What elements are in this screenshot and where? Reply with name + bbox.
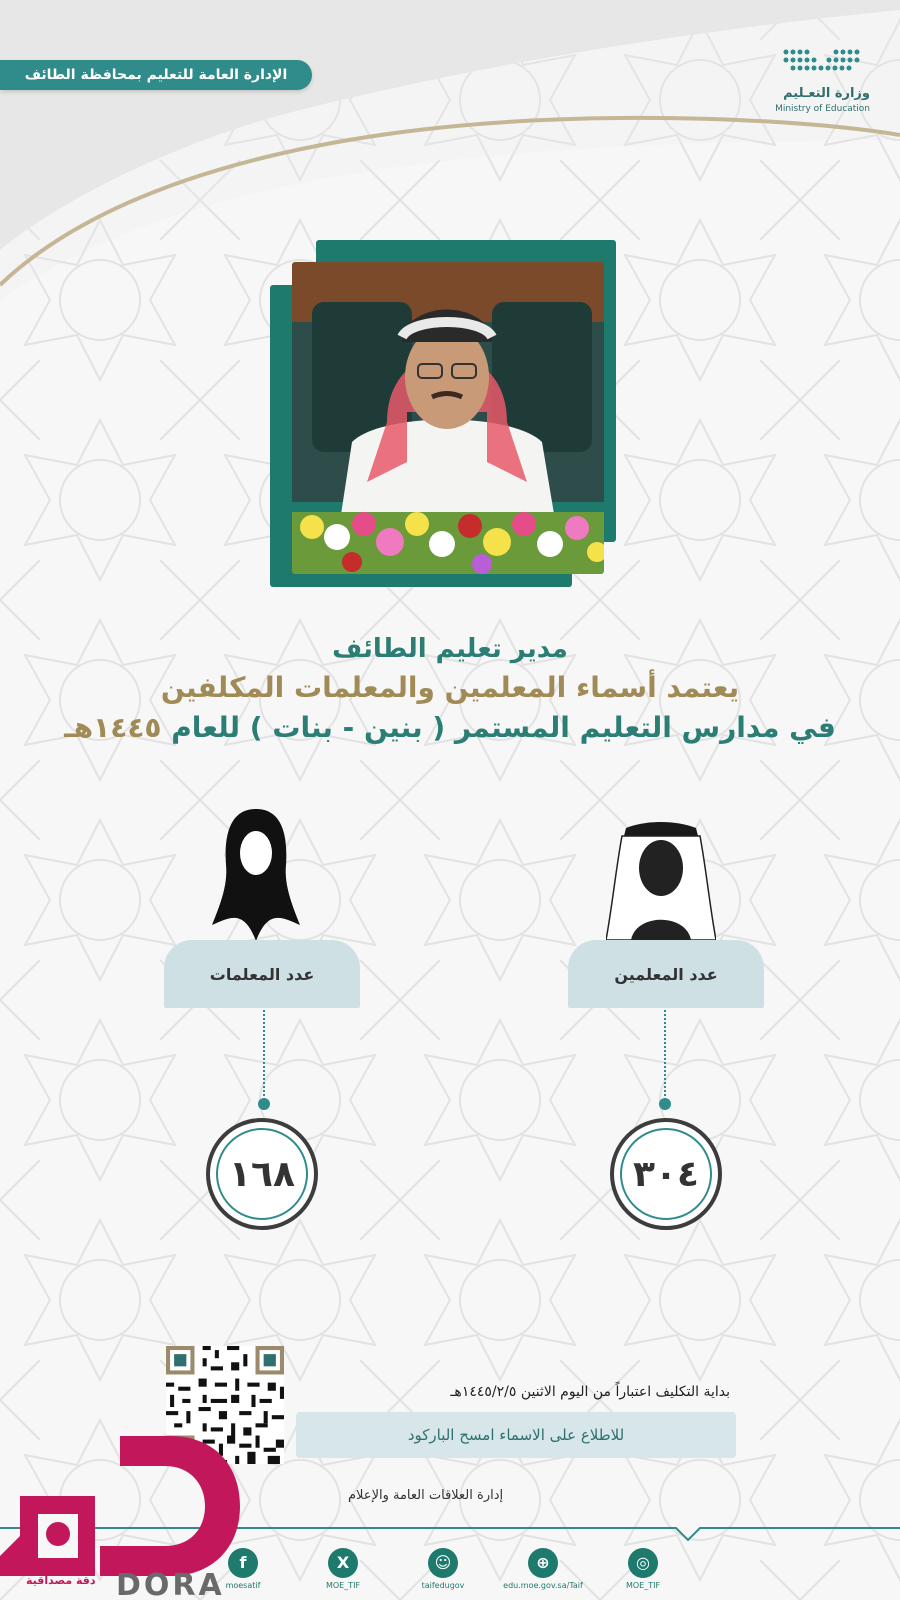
male-connector xyxy=(664,1010,666,1100)
social-label: moesatif xyxy=(225,1581,261,1590)
flowers xyxy=(292,512,604,574)
start-date-text: بداية التكليف اعتباراً من اليوم الاثنين ١٤٤٥/٢/٥هـ xyxy=(450,1384,730,1400)
facebook-icon: f xyxy=(228,1548,258,1578)
female-connector xyxy=(263,1010,265,1100)
headline-line3-text: في مدارس التعليم المستمر ( بنين - بنات ) للعام xyxy=(171,711,836,744)
social-snapchat[interactable] xyxy=(398,1548,488,1590)
moe-logo-icon xyxy=(776,46,866,80)
director-photo xyxy=(292,262,604,574)
male-teachers-label: عدد المعلمين xyxy=(568,940,764,1008)
ministry-name-en: Ministry of Education xyxy=(775,104,870,114)
male-connector-dot xyxy=(659,1098,671,1110)
globe-icon: ⊕ xyxy=(528,1548,558,1578)
scan-barcode-box: للاطلاع على الاسماء امسح الباركود xyxy=(296,1412,736,1458)
director-photo-image xyxy=(292,262,604,574)
headline-line2: يعتمد أسماء المعلمين والمعلمات المكلفين xyxy=(160,671,740,704)
headline-line3 xyxy=(0,708,900,748)
male-count-badge xyxy=(610,1118,722,1230)
social-label: MOE_TIF xyxy=(625,1581,661,1590)
female-teacher-icon xyxy=(210,805,302,941)
social-website[interactable] xyxy=(498,1548,588,1590)
x-icon: X xyxy=(328,1548,358,1578)
female-count-badge xyxy=(206,1118,318,1230)
department-footer-text: إدارة العلاقات العامة والإعلام xyxy=(348,1488,504,1503)
male-teacher-icon xyxy=(606,818,716,940)
social-x[interactable] xyxy=(298,1548,388,1590)
social-label: taifedugov xyxy=(421,1581,465,1590)
instagram-icon: ◎ xyxy=(628,1548,658,1578)
snapchat-icon: ☺ xyxy=(428,1548,458,1578)
headline-line1: مدير تعليم الطائف xyxy=(332,634,568,664)
social-instagram[interactable] xyxy=(598,1548,688,1590)
headline-year: ١٤٤٥هـ xyxy=(64,711,162,744)
dora-tagline: دقة مصداقية xyxy=(26,1574,96,1587)
female-teachers-label: عدد المعلمات xyxy=(164,940,360,1008)
female-connector-dot xyxy=(258,1098,270,1110)
ministry-name-ar: وزارة التعـليم xyxy=(783,86,870,101)
headline xyxy=(0,630,900,748)
social-label: edu.moe.gov.sa/Taif xyxy=(503,1581,583,1590)
department-tab: الإدارة العامة للتعليم بمحافظة الطائف xyxy=(0,60,312,90)
male-count: ٣٠٤ xyxy=(633,1153,699,1195)
dora-wordmark: DORA xyxy=(116,1568,225,1600)
female-count: ١٦٨ xyxy=(229,1153,295,1195)
social-label: MOE_TIF xyxy=(325,1581,361,1590)
